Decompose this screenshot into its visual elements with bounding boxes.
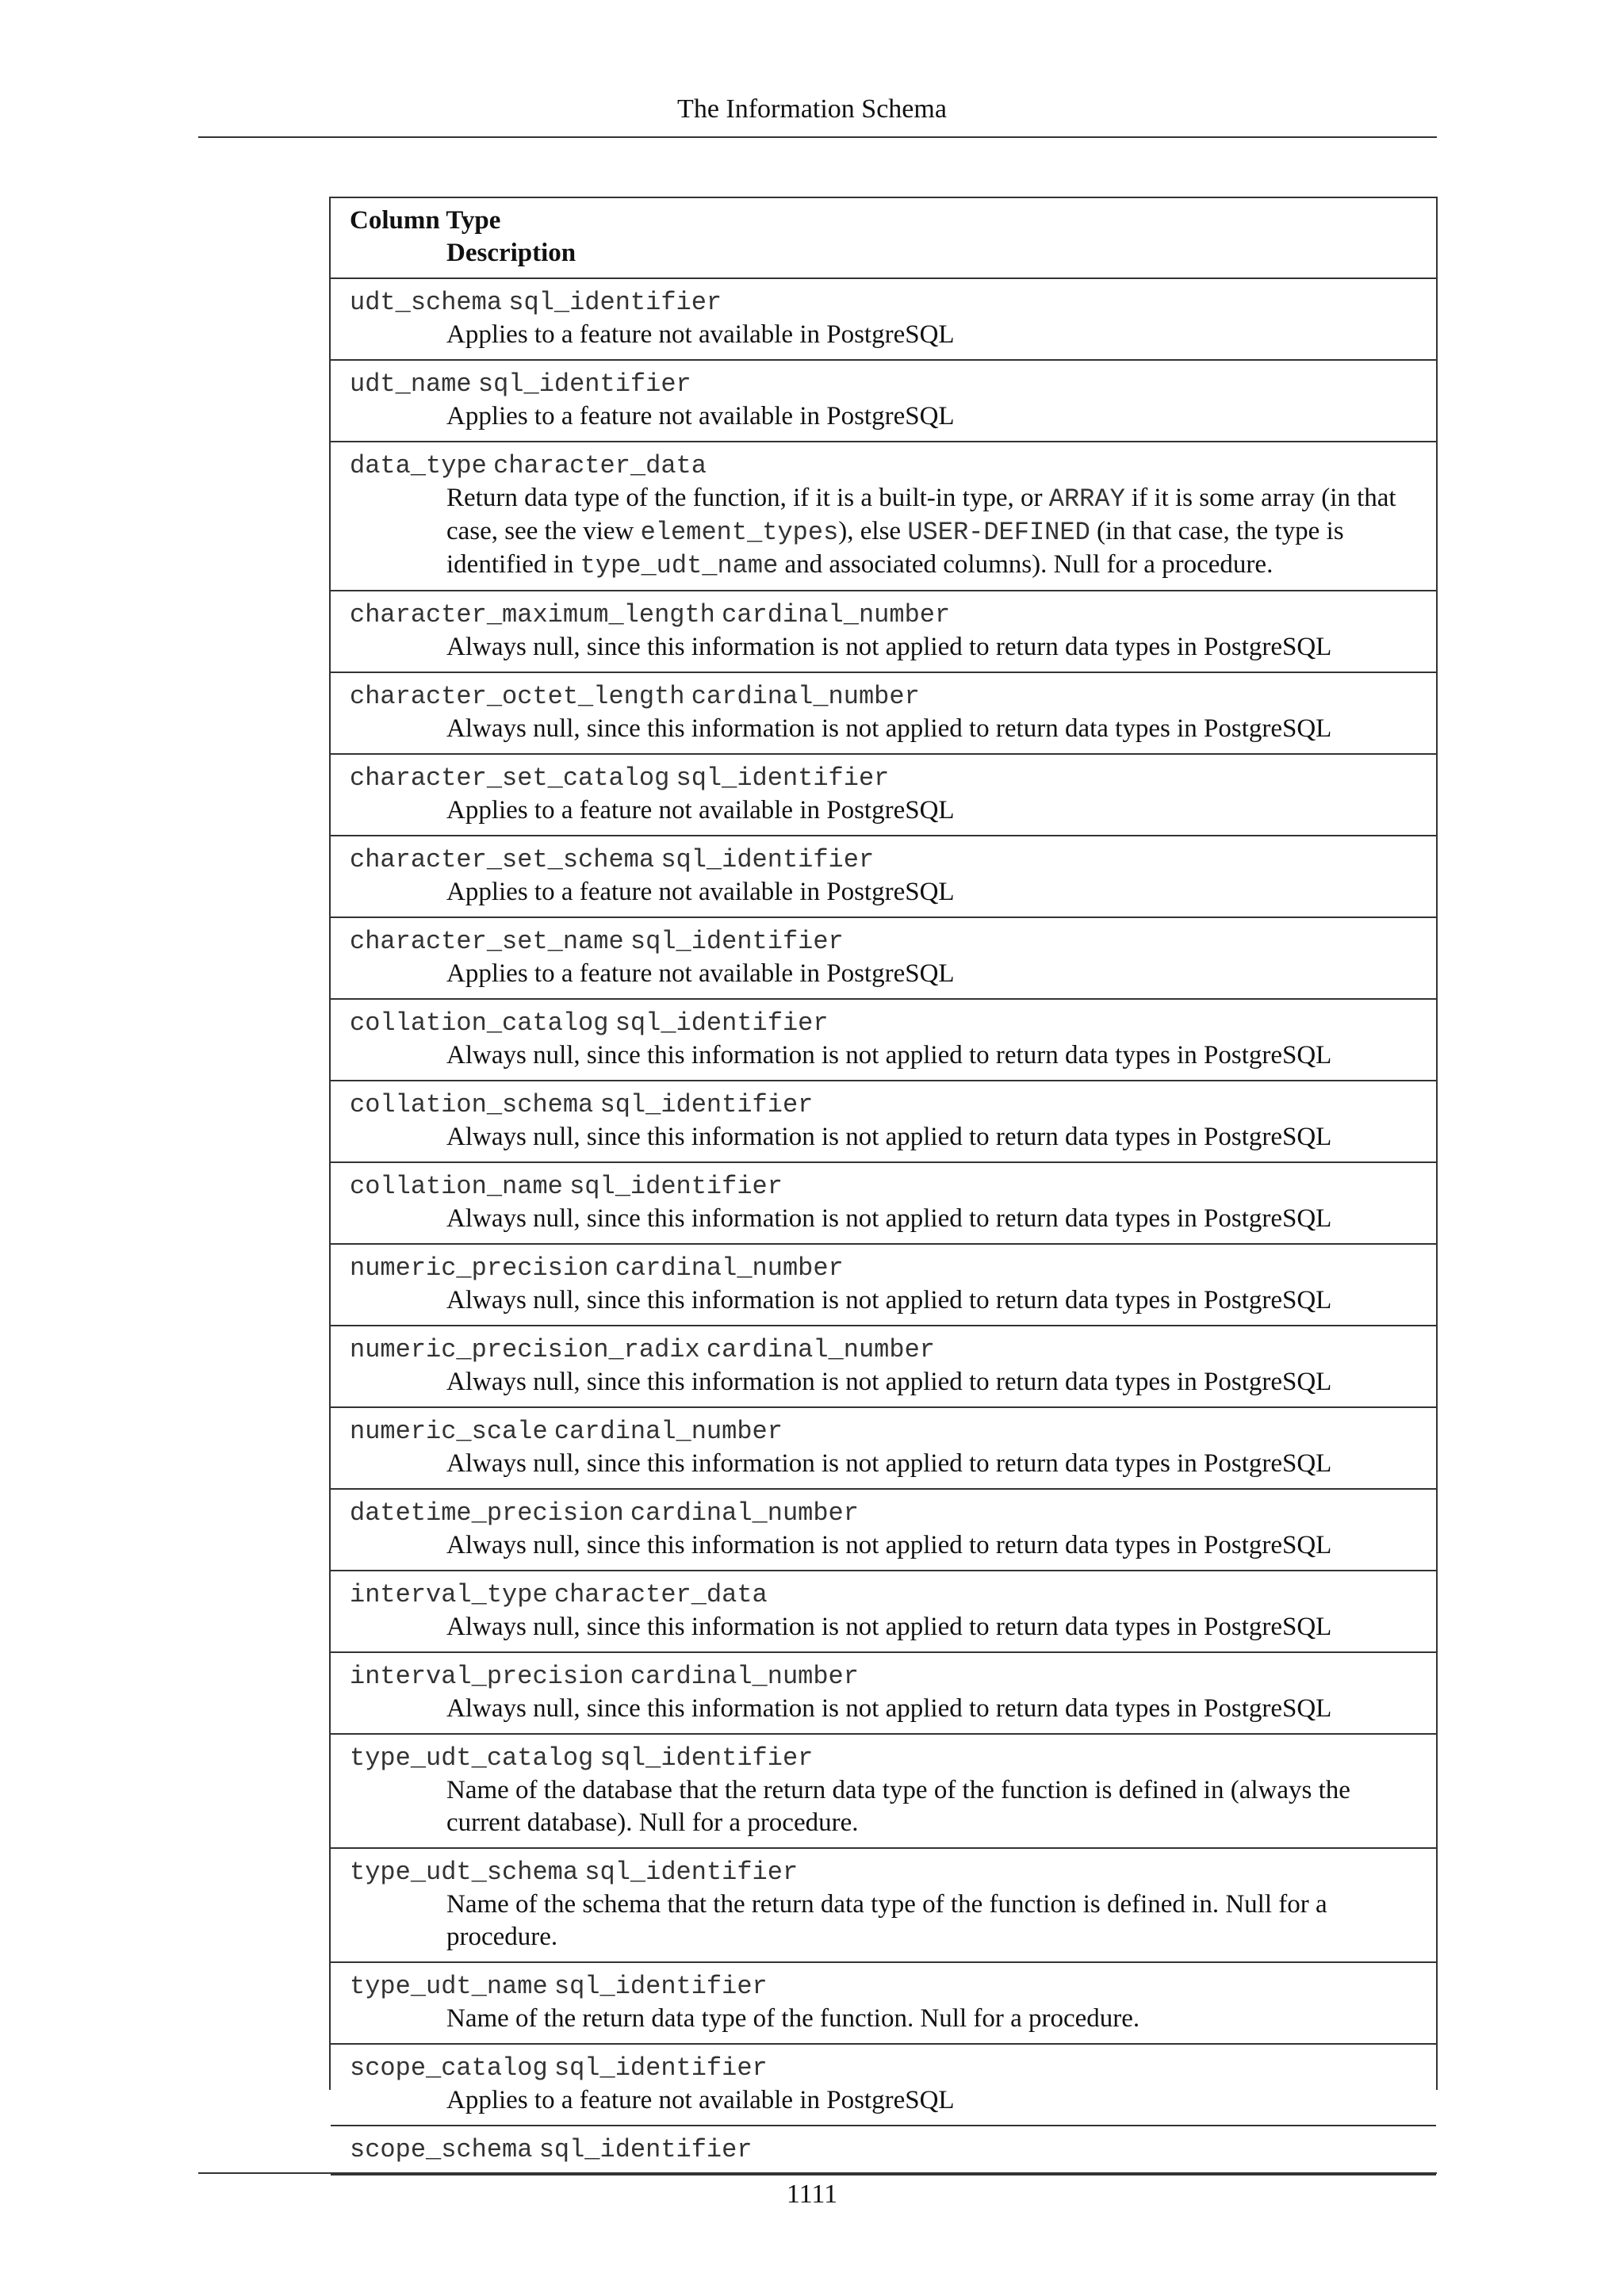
column-name: type_udt_schema [350, 1858, 579, 1887]
column-definition [350, 1251, 1417, 1284]
column-description [350, 1888, 1417, 1954]
column-type: sql_identifier [615, 1008, 829, 1038]
table-row [331, 836, 1436, 918]
column-definition [350, 1855, 1417, 1888]
column-definition [350, 2133, 1417, 2166]
column-type: sql_identifier [538, 2135, 753, 2164]
column-type: sql_identifier [630, 927, 844, 956]
description-text: Name of the database that the return data type of the function is defined in (always the current database). Null for a procedure. [446, 1776, 1350, 1837]
column-description [350, 1693, 1417, 1725]
column-name: type_udt_name [350, 1972, 548, 2001]
table-row [331, 1490, 1436, 1571]
table-row [331, 1735, 1436, 1849]
description-text: Always null, since this information is not applied to return data types in PostgreSQL [446, 1613, 1332, 1641]
column-name: datetime_precision [350, 1498, 624, 1528]
column-definition [350, 598, 1417, 631]
column-description [350, 794, 1417, 827]
column-description [350, 1284, 1417, 1317]
page-number: 1111 [786, 2179, 838, 2209]
column-type: sql_identifier [661, 845, 875, 874]
column-type: sql_identifier [599, 1743, 814, 1773]
table-row [331, 1000, 1436, 1081]
column-name: udt_schema [350, 288, 503, 317]
column-name: scope_catalog [350, 2053, 548, 2083]
header-description: Description [446, 239, 576, 267]
column-type: character_data [553, 1580, 768, 1609]
description-text: ), else [838, 517, 908, 545]
header-rule [198, 136, 1437, 138]
table-row [331, 1326, 1436, 1408]
column-description [350, 1774, 1417, 1839]
description-text: Applies to a feature not available in PostgreSQL [446, 2086, 955, 2114]
description-text: Always null, since this information is not applied to return data types in PostgreSQL [446, 1694, 1332, 1723]
table-row [331, 1081, 1436, 1163]
column-type: sql_identifier [599, 1090, 814, 1119]
table-row [331, 1245, 1436, 1326]
column-description [350, 1366, 1417, 1399]
table-row [331, 755, 1436, 836]
column-description [350, 1039, 1417, 1072]
column-description [350, 1448, 1417, 1480]
column-definition [350, 761, 1417, 794]
column-type: cardinal_number [722, 600, 951, 629]
description-text: Always null, since this information is not applied to return data types in PostgreSQL [446, 1449, 1332, 1478]
table-header-row [331, 198, 1436, 279]
column-description [350, 1203, 1417, 1235]
table-row [331, 673, 1436, 755]
column-definition [350, 1006, 1417, 1039]
column-definition [350, 924, 1417, 958]
column-type: sql_identifier [477, 369, 691, 399]
description-text: Applies to a feature not available in PostgreSQL [446, 878, 955, 906]
column-name: interval_precision [350, 1662, 624, 1691]
header-column-type: Column Type [350, 206, 501, 235]
column-name: numeric_precision [350, 1253, 609, 1283]
column-name: udt_name [350, 369, 472, 399]
table-body [331, 279, 1436, 2175]
table-row [331, 1849, 1436, 1963]
columns-table [329, 197, 1438, 2164]
column-name: character_set_name [350, 927, 624, 956]
column-name: scope_schema [350, 2135, 533, 2164]
description-text: Name of the return data type of the function. Null for a procedure. [446, 2004, 1140, 2033]
column-description [350, 631, 1417, 664]
description-text: Applies to a feature not available in PostgreSQL [446, 402, 955, 430]
column-type: cardinal_number [630, 1498, 859, 1528]
table-row [331, 279, 1436, 361]
column-definition [350, 1088, 1417, 1121]
column-description [350, 2084, 1417, 2117]
column-name: data_type [350, 451, 487, 480]
column-type: character_data [493, 451, 707, 480]
column-definition [350, 285, 1417, 319]
column-name: character_set_schema [350, 845, 655, 874]
description-text: Always null, since this information is not applied to return data types in PostgreSQL [446, 1286, 1332, 1314]
column-definition [350, 1741, 1417, 1774]
inline-code: type_udt_name [580, 551, 779, 580]
table-row [331, 1163, 1436, 1245]
description-text: Always null, since this information is not applied to return data types in PostgreSQL [446, 633, 1332, 661]
table-row [331, 1963, 1436, 2045]
column-name: collation_name [350, 1172, 563, 1201]
description-text: Return data type of the function, if it is a built-in type, or [446, 484, 1049, 512]
column-description [350, 1611, 1417, 1644]
column-description [350, 400, 1417, 433]
column-description [350, 958, 1417, 990]
column-type: sql_identifier [584, 1858, 799, 1887]
column-description [350, 713, 1417, 745]
description-text: Always null, since this information is not applied to return data types in PostgreSQL [446, 1204, 1332, 1233]
table-row [331, 2126, 1436, 2175]
table-row [331, 1653, 1436, 1735]
column-description [350, 2003, 1417, 2035]
description-text: Applies to a feature not available in PostgreSQL [446, 320, 955, 349]
column-definition [350, 1169, 1417, 1203]
table-row [331, 918, 1436, 1000]
column-type: cardinal_number [630, 1662, 859, 1691]
column-description [350, 1121, 1417, 1154]
column-name: character_maximum_length [350, 600, 715, 629]
column-definition [350, 843, 1417, 876]
column-name: numeric_precision_radix [350, 1335, 700, 1364]
description-text: if it is some array (in that case, see the view [446, 484, 1396, 545]
table-row [331, 591, 1436, 673]
inline-code: ARRAY [1048, 484, 1125, 514]
column-type: sql_identifier [676, 763, 890, 793]
column-type: sql_identifier [569, 1172, 783, 1201]
description-text: Always null, since this information is not applied to return data types in PostgreSQL [446, 714, 1332, 743]
column-type: sql_identifier [508, 288, 722, 317]
column-definition [350, 1578, 1417, 1611]
column-definition [350, 449, 1417, 482]
page-header-title: The Information Schema [677, 94, 947, 124]
description-text: Applies to a feature not available in PostgreSQL [446, 959, 955, 988]
column-name: interval_type [350, 1580, 548, 1609]
column-description [350, 482, 1417, 582]
table-row [331, 1571, 1436, 1653]
column-type: cardinal_number [553, 1417, 783, 1446]
column-definition [350, 367, 1417, 400]
column-name: collation_catalog [350, 1008, 609, 1038]
column-name: numeric_scale [350, 1417, 548, 1446]
column-description [350, 1529, 1417, 1562]
description-text: (in that case, the type is identified in [446, 517, 1344, 579]
inline-code: USER-DEFINED [907, 518, 1090, 547]
column-definition [350, 1414, 1417, 1448]
description-text: Applies to a feature not available in PostgreSQL [446, 796, 955, 825]
table-row [331, 2045, 1436, 2126]
column-name: character_octet_length [350, 682, 685, 711]
description-text: Always null, since this information is not applied to return data types in PostgreSQL [446, 1368, 1332, 1396]
column-type: cardinal_number [706, 1335, 935, 1364]
description-text: and associated columns). Null for a procedure. [778, 550, 1274, 579]
column-type: sql_identifier [553, 1972, 768, 2001]
column-name: type_udt_catalog [350, 1743, 594, 1773]
column-definition [350, 679, 1417, 713]
description-text: Always null, since this information is not applied to return data types in PostgreSQL [446, 1123, 1332, 1151]
column-description [350, 319, 1417, 351]
table-row [331, 361, 1436, 442]
column-type: cardinal_number [691, 682, 920, 711]
description-text: Always null, since this information is not applied to return data types in PostgreSQL [446, 1041, 1332, 1070]
column-description [350, 876, 1417, 909]
description-text: Name of the schema that the return data type of the function is defined in. Null for a procedure. [446, 1890, 1327, 1951]
column-name: character_set_catalog [350, 763, 670, 793]
column-name: collation_schema [350, 1090, 594, 1119]
column-definition [350, 2051, 1417, 2084]
table-row [331, 442, 1436, 591]
column-type: sql_identifier [553, 2053, 768, 2083]
column-definition [350, 1496, 1417, 1529]
table-row [331, 1408, 1436, 1490]
description-text: Always null, since this information is not applied to return data types in PostgreSQL [446, 1531, 1332, 1559]
column-type: cardinal_number [615, 1253, 844, 1283]
inline-code: element_types [640, 518, 839, 547]
column-definition [350, 1659, 1417, 1693]
column-definition [350, 1969, 1417, 2003]
footer-rule [198, 2172, 1437, 2174]
column-definition [350, 1333, 1417, 1366]
